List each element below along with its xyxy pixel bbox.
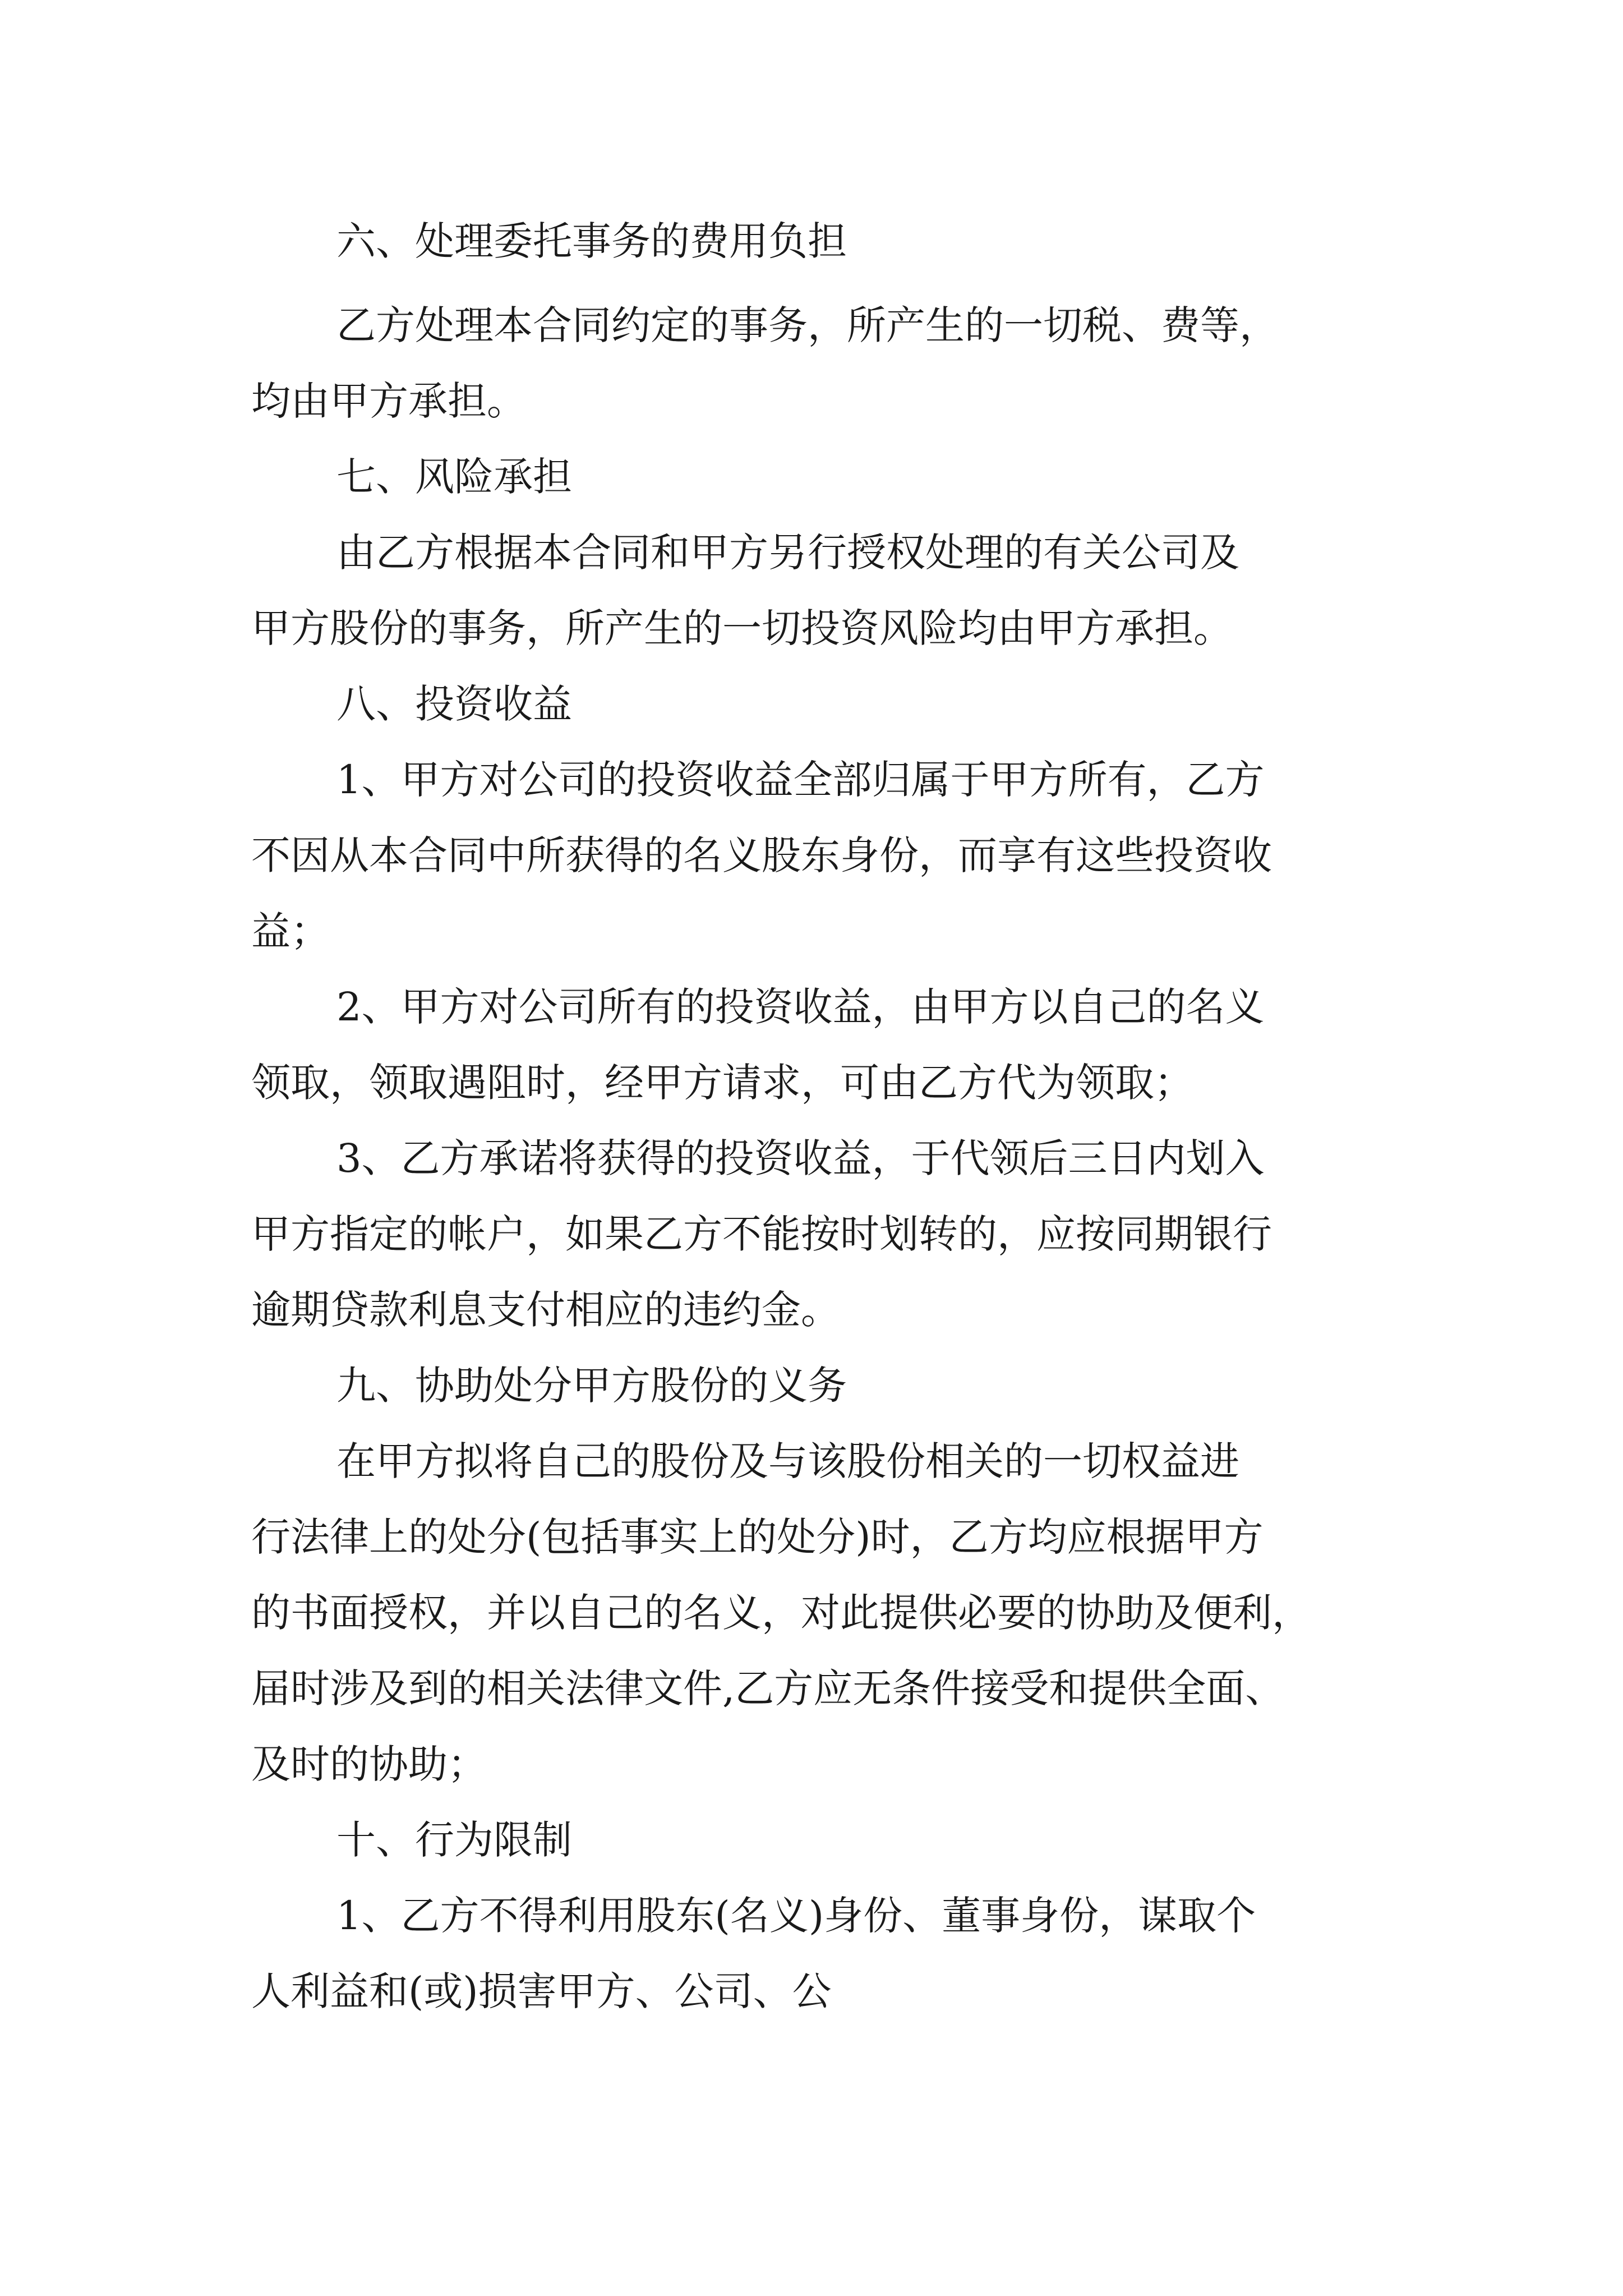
paragraph-line: 逾期贷款利息支付相应的违约金。 — [251, 1287, 840, 1333]
paragraph-line: 人利益和(或)损害甲方、公司、公 — [251, 1968, 832, 2014]
paragraph-line: 由乙方根据本合同和甲方另行授权处理的有关公司及 — [336, 530, 1239, 576]
paragraph-line: 乙方处理本合同约定的事务，所产生的一切税、费等， — [336, 302, 1279, 348]
section-heading-7: 七、风险承担 — [336, 454, 572, 500]
paragraph-line: 领取，领取遇阻时，经甲方请求，可由乙方代为领取； — [251, 1060, 1193, 1106]
paragraph-line: 1、甲方对公司的投资收益全部归属于甲方所有，乙方 — [336, 757, 1265, 803]
section-heading-10: 十、行为限制 — [336, 1817, 572, 1863]
paragraph-line: 及时的协助； — [251, 1741, 487, 1787]
paragraph-line: 行法律上的处分(包括事实上的处分)时，乙方均应根据甲方 — [251, 1514, 1264, 1560]
section-heading-6: 六、处理委托事务的费用负担 — [336, 218, 847, 264]
paragraph-line: 3、乙方承诺将获得的投资收益，于代领后三日内划入 — [336, 1135, 1265, 1181]
paragraph-line: 甲方股份的事务，所产生的一切投资风险均由甲方承担。 — [251, 605, 1233, 651]
section-heading-8: 八、投资收益 — [336, 681, 572, 727]
section-heading-9: 九、协助处分甲方股份的义务 — [336, 1363, 847, 1409]
paragraph-line: 1、乙方不得利用股东(名义)身份、董事身份，谋取个 — [336, 1893, 1256, 1939]
paragraph-line: 甲方指定的帐户，如果乙方不能按时划转的，应按同期银行 — [251, 1211, 1272, 1257]
paragraph-line: 均由甲方承担。 — [251, 378, 526, 424]
paragraph-line: 届时涉及到的相关法律文件,乙方应无条件接受和提供全面、 — [251, 1665, 1285, 1711]
paragraph-line: 2、甲方对公司所有的投资收益，由甲方以自己的名义 — [336, 984, 1265, 1030]
paragraph-line: 在甲方拟将自己的股份及与该股份相关的一切权益进 — [336, 1438, 1239, 1484]
paragraph-line: 的书面授权，并以自己的名义，对此提供必要的协助及便利， — [251, 1590, 1311, 1636]
paragraph-line: 不因从本合同中所获得的名义股东身份，而享有这些投资收 — [251, 832, 1272, 878]
paragraph-line: 益； — [251, 908, 330, 954]
